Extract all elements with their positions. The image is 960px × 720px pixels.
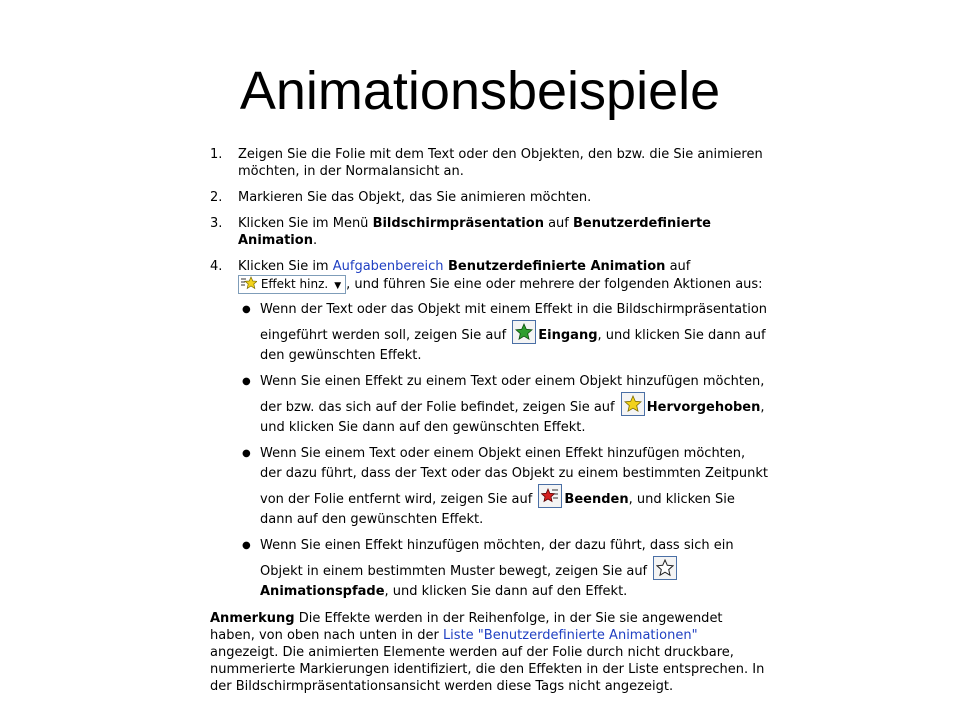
task-pane-link[interactable]: Aufgabenbereich xyxy=(332,259,444,274)
text: Wenn der Text oder das Objekt mit einem Effekt in die Bildschirmpräsentation eingeführt werden soll, zeigen Sie auf xyxy=(260,302,768,343)
bullet-emphasis xyxy=(238,372,770,438)
text: auf xyxy=(543,216,573,231)
step-number: 2. xyxy=(210,190,223,205)
step-2 xyxy=(210,189,770,206)
step-text xyxy=(238,215,770,249)
text: Klicken Sie im xyxy=(238,259,333,274)
text: , und führen Sie eine oder mehrere der folgenden Aktionen aus: xyxy=(346,277,763,292)
note-label: Anmerkung xyxy=(210,611,295,626)
text: Wenn Sie einen Effekt zu einem Text oder einem Objekt hinzufügen möchten, der bzw. das sich auf der Folie befindet, zeigen Sie auf xyxy=(260,374,765,415)
star-emphasis-icon[interactable] xyxy=(621,392,645,416)
chevron-down-icon: ▼ xyxy=(334,281,342,291)
step-number: 4. xyxy=(210,259,223,274)
motion-path-label: Animationspfade xyxy=(260,584,385,599)
menu-name: Bildschirmpräsentation xyxy=(372,216,544,231)
star-path-icon[interactable] xyxy=(653,556,677,580)
text: , und klicken Sie dann auf den Effekt. xyxy=(384,584,628,599)
step-1 xyxy=(210,146,770,180)
text: angezeigt. Die animierten Elemente werden auf der Folie durch nicht druckbare, nummerierte Markierungen identifiziert, die den Effekten in der Liste entsprechen. In der Bildschirmpräsentationsansicht werden diese Tags nicht angezeigt. xyxy=(210,645,765,694)
text: Die Effekte werden in der Reihenfolge, in der Sie sie angewendet haben, von oben nach unten in der xyxy=(210,611,723,643)
slide-title: Animationsbeispiele xyxy=(239,61,721,121)
text: . xyxy=(312,233,318,248)
step-text: Zeigen Sie die Folie mit dem Text oder den Objekten, den bzw. die Sie animieren möchten, in der Normalansicht an. xyxy=(238,147,763,179)
command-name: Benutzerdefinierte Animation xyxy=(238,216,711,248)
text: , und klicken Sie dann auf den gewünschten Effekt. xyxy=(260,328,766,363)
star-entrance-icon[interactable] xyxy=(512,320,536,344)
bullet-dot: ● xyxy=(242,376,251,387)
note xyxy=(210,610,770,695)
add-effect-icon xyxy=(241,276,257,290)
bullet-exit xyxy=(238,444,770,530)
exit-label: Beenden xyxy=(564,492,629,507)
text: Wenn Sie einem Text oder einem Objekt einen Effekt hinzufügen möchten, der dazu führt, dass der Text oder das Objekt zu einem bestimmten Zeitpunkt von der Folie entfernt wird, zeigen Sie auf xyxy=(260,446,768,507)
add-effect-label: Effekt hinz. xyxy=(260,277,329,291)
text: , und klicken Sie dann auf den gewünschten Effekt. xyxy=(260,400,765,435)
step-4 xyxy=(210,258,770,602)
entrance-label: Eingang xyxy=(538,328,598,343)
step-number: 3. xyxy=(210,216,223,231)
bullet-dot: ● xyxy=(242,540,251,551)
text: Wenn Sie einen Effekt hinzufügen möchten, der dazu führt, dass sich ein Objekt in einem bestimmten Muster bewegt, zeigen Sie auf xyxy=(260,538,734,579)
step-number: 1. xyxy=(210,147,223,162)
bullet-motion-path xyxy=(238,536,770,602)
bullet-dot: ● xyxy=(242,304,251,315)
step-text xyxy=(238,258,770,294)
pane-name: Benutzerdefinierte Animation xyxy=(443,259,666,274)
text: , und klicken Sie dann auf den gewünschten Effekt. xyxy=(260,492,735,527)
star-exit-icon[interactable] xyxy=(538,484,562,508)
instructions xyxy=(210,146,770,695)
step-text: Markieren Sie das Objekt, das Sie animieren möchten. xyxy=(238,190,592,205)
step-3 xyxy=(210,215,770,249)
text: Klicken Sie im Menü xyxy=(238,216,373,231)
custom-animation-list-link[interactable]: Liste "Benutzerdefinierte Animationen" xyxy=(442,628,698,643)
bullet-entrance xyxy=(238,300,770,366)
add-effect-button[interactable] xyxy=(238,275,346,294)
bullet-dot: ● xyxy=(242,448,251,459)
text: auf xyxy=(665,259,691,274)
emphasis-label: Hervorgehoben xyxy=(646,400,761,415)
